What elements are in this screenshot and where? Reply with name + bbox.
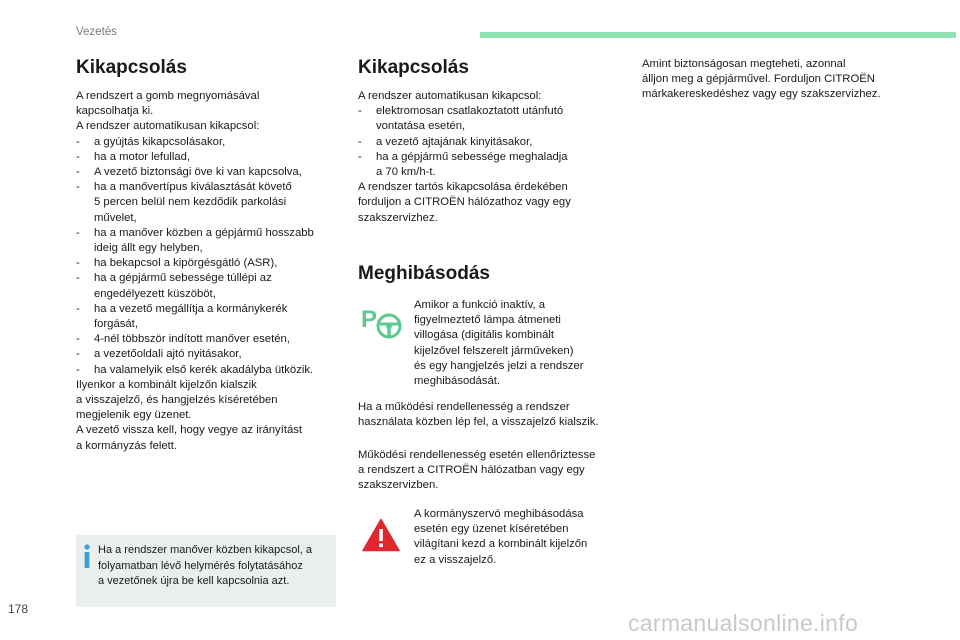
left-heading: Kikapcsolás	[76, 57, 187, 78]
left-body	[76, 89, 314, 454]
left-intro-line: A rendszert a gomb megnyomásával	[76, 90, 260, 102]
list-item: - A vezető biztonsági öve ki van kapcsolva,	[76, 166, 302, 179]
list-item: - elektromosan csatlakoztatott utánfutó vontatása esetén,	[358, 105, 564, 133]
fault-paragraph-2: Működési rendellenesség esetén ellenőriztesse a rendszert a CITROËN hálózatban vagy egy szakszervizben.	[358, 449, 596, 492]
left-outro-line: A vezető vissza kell, hogy vegye az irányítást	[76, 424, 303, 437]
left-intro-line: A rendszer automatikusan kikapcsol:	[76, 120, 260, 133]
fault-heading: Meghibásodás	[358, 263, 490, 284]
left-outro-line: Ilyenkor a kombinált kijelzőn kialszik	[76, 378, 257, 391]
left-outro-line: megjelenik egy üzenet.	[76, 409, 192, 422]
middle-outro-line: A rendszer tartós kikapcsolása érdekében	[358, 181, 568, 194]
list-item: - ha a manővertípus kiválasztását követő 5 percen belül nem kezdődik parkolási művelet,	[76, 181, 292, 224]
list-item: - ha a manőver közben a gépjármű hosszabb ideig állt egy helyben,	[76, 226, 314, 255]
section-label: Vezetés	[76, 26, 117, 38]
middle-body	[358, 89, 571, 226]
list-item: - ha valamelyik első kerék akadályba ütközik.	[76, 363, 314, 376]
fault-lamp-text: Amikor a funkció inaktív, a figyelmeztető lámpa átmeneti villogása (digitális kombinált kijelzővel felszerelt járműveken) és egy hangjelzés jelzi a rendszer meghibásodását.	[414, 299, 584, 388]
middle-outro-line: forduljon a CITROËN hálózathoz vagy egy	[358, 196, 571, 209]
info-icon	[83, 544, 91, 568]
list-item: - ha a vezető megállítja a kormánykerék forgását,	[76, 302, 288, 331]
info-note-text: Ha a rendszer manőver közben kikapcsol, a folyamatban lévő helymérés folytatásához a vezetőnek újra be kell kapcsolnia azt.	[98, 544, 312, 587]
list-item: - ha a gépjármű sebessége túllépi az engedélyezett küszöböt,	[76, 272, 272, 300]
list-item: - a gyújtás kikapcsolásakor,	[76, 135, 226, 148]
list-item: - ha a gépjármű sebessége meghaladja a 70 km/h-t.	[358, 150, 568, 179]
list-item: - ha a motor lefullad,	[76, 150, 191, 163]
list-item: - a vezető ajtajának kinyitásakor,	[358, 135, 533, 148]
page-number: 178	[8, 602, 29, 616]
list-item: - 4-nél többször indított manőver esetén,	[76, 333, 290, 346]
watermark: carmanualsonline.info	[628, 610, 859, 636]
park-steering-warning-icon	[361, 305, 403, 341]
left-outro-line: a kormányzás felett.	[76, 439, 178, 452]
warning-triangle-icon	[362, 518, 400, 552]
list-item: - ha bekapcsol a kipörgésgátló (ASR),	[76, 257, 278, 270]
middle-outro-line: szakszervizhez.	[358, 211, 438, 224]
left-intro-line: kapcsolhatja ki.	[76, 105, 154, 118]
middle-heading: Kikapcsolás	[358, 57, 469, 78]
list-item: - a vezetőoldali ajtó nyitásakor,	[76, 348, 242, 361]
middle-intro-line: A rendszer automatikusan kikapcsol:	[358, 90, 542, 102]
warning-text: A kormányszervó meghibásodása esetén egy üzenet kíséretében világítani kezd a kombinált kijelzőn ez a visszajelző.	[414, 508, 588, 566]
right-body: Amint biztonságosan megteheti, azonnal álljon meg a gépjárművel. Forduljon CITROËN márkakereskedéshez vagy egy szakszervizhez.	[642, 58, 881, 101]
left-outro-line: a visszajelző, és hangjelzés kíséretében	[76, 394, 278, 407]
section-accent-bar	[480, 32, 956, 38]
svg-text:P: P	[361, 306, 378, 333]
fault-paragraph-1: Ha a működési rendellenesség a rendszer használata közben lép fel, a visszajelző kialszik.	[358, 401, 599, 429]
info-note-box	[76, 535, 336, 607]
